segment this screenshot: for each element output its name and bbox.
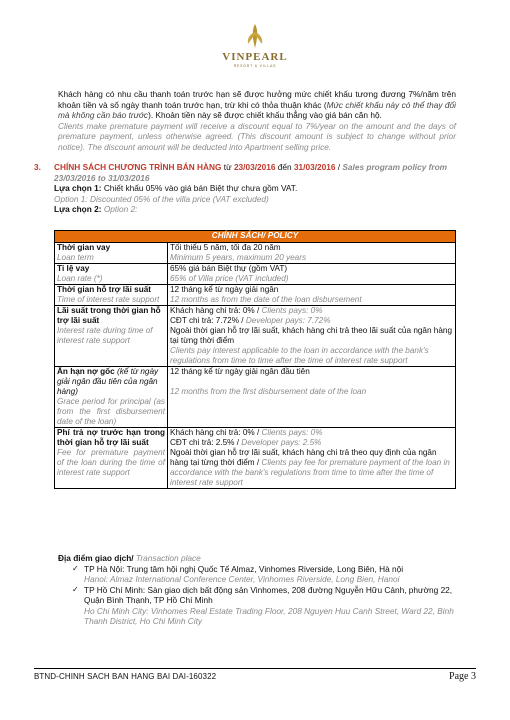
logo-tagline: RESORT & VILLAS bbox=[233, 64, 277, 68]
page-number: Page 3 bbox=[449, 671, 476, 682]
table-header-row bbox=[55, 231, 456, 243]
list-item: ✓ TP Hồ Chí Minh: Sàn giao dịch bất động sản Vinhomes, 208 đường Nguyễn Hữu Cảnh, phường 22, Quận Bình Thạnh, TP Hồ Chí Minh Ho Chi Minh City: Vinhomes Real Estate Trading Floor, 208 Nguyen Huu Canh Street, Ward 22, Binh Thanh District, Ho Chi Minh City bbox=[72, 584, 454, 626]
row-label: Thời gian vay Loan term bbox=[55, 243, 168, 264]
row-value: Khách hàng chi trả: 0% / Clients pays: 0% CĐT chi trả: 7.72% / Developer pays: 7.72% Ngoài thời gian hỗ trợ lãi suất, khách hàng chi trả theo lãi suất của ngân hàng tại từng thời điểm Clients pay interest applicable to the loan in accordance with the bank's regulations from time to time after the time of interest rate support bbox=[168, 306, 456, 367]
option-1-en: Option 1: Discounted 05% of the villa price (VAT excluded) bbox=[54, 193, 269, 204]
place-list bbox=[58, 564, 458, 627]
checkmark-icon: ✓ bbox=[72, 584, 79, 594]
table-row bbox=[55, 243, 456, 264]
vinpearl-logo bbox=[0, 22, 510, 68]
row-label: Lãi suất trong thời gian hỗ trợ lãi suất Interest rate during time of interest rate support bbox=[55, 306, 168, 367]
section-3 bbox=[34, 162, 458, 215]
place-title: Địa điểm giao dịch/ Transaction place bbox=[58, 553, 201, 563]
row-value: Khách hàng chi trả: 0% / Clients pays: 0% CĐT chi trả: 2.5% / Developer pays: 2.5% Ngoài thời gian hỗ trợ lãi suất, khách hàng chi trả theo quy định của ngân hàng tại từng thời điểm / Clients pay fee for premature payment of the loan in accordance with the bank's regulations from time to time after the time of interest rate support bbox=[168, 428, 456, 489]
table-row bbox=[55, 367, 456, 428]
discount-en: Clients make premature payment will receive a discount equal to 7%/year on the amount and the days of premature payment, unless otherwise agreed. (This discount amount is subject to change without prior notice). The discount amount will be deducted into Apartment selling price. bbox=[58, 120, 456, 152]
discount-paragraph bbox=[58, 89, 456, 152]
row-label: Ân hạn nợ gốc (kể từ ngày giải ngân đầu tiên của ngân hàng) Grace period for principal (as from the first disbursement date of the loan) bbox=[55, 367, 168, 428]
row-value: 65% giá bán Biệt thự (gồm VAT) 65% of Villa price (VAT included) bbox=[168, 264, 456, 285]
row-value: Tối thiểu 5 năm, tối đa 20 năm Minimum 5 years, maximum 20 years bbox=[168, 243, 456, 264]
row-value: 12 tháng kể từ ngày giải ngân 12 months as from the date of the loan disbursement bbox=[168, 285, 456, 306]
transaction-place bbox=[58, 553, 458, 627]
table-row bbox=[55, 428, 456, 489]
discount-vi-note: Mức chiết khấu này có thể thay đổi mà không cần báo trước bbox=[58, 99, 456, 120]
option-1: Lựa chọn 1: Chiết khấu 05% vào giá bán Biệt thự chưa gồm VAT. bbox=[54, 183, 298, 193]
table-row bbox=[55, 285, 456, 306]
checkmark-icon: ✓ bbox=[72, 563, 79, 573]
logo-brand: VINPEARL bbox=[222, 51, 288, 63]
policy-table bbox=[54, 230, 456, 489]
footer-doc-code: BTND-CHINH SACH BAN HANG BAI DAI-160322 bbox=[34, 672, 217, 681]
table-row bbox=[55, 306, 456, 367]
table-row bbox=[55, 264, 456, 285]
row-label: Phí trả nợ trước hạn trong thời gian hỗ trợ lãi suất Fee for premature payment of the loan during the time of interest rate support bbox=[55, 428, 168, 489]
section-number: 3. bbox=[34, 162, 41, 172]
policy-header: CHÍNH SÁCH/ POLICY bbox=[55, 231, 456, 243]
section-title-en: Sales program policy from 23/03/2016 to 31/03/2016 bbox=[54, 162, 448, 183]
list-item: ✓ TP Hà Nội: Trung tâm hội nghị Quốc Tế Almaz, Vinhomes Riverside, Long Biên, Hà nội Hanoi: Almaz International Conference Center, Vinhomes Riverside, Long Bien, Hanoi bbox=[72, 563, 404, 584]
page-footer bbox=[34, 668, 476, 682]
option-2: Lựa chọn 2: Option 2: bbox=[54, 204, 138, 214]
vinpearl-emblem-icon bbox=[243, 22, 267, 50]
row-label: Thời gian hỗ trợ lãi suất Time of interest rate support bbox=[55, 285, 168, 306]
section-title: CHÍNH SÁCH CHƯƠNG TRÌNH BÁN HÀNG từ 23/03/2016 đến 31/03/2016 / Sales program policy from 23/03/2016 to 31/03/2016 bbox=[54, 162, 448, 183]
row-label: Tỉ lệ vay Loan rate (*) bbox=[55, 264, 168, 285]
row-value: 12 tháng kể từ ngày giải ngân đầu tiên 12 months from the first disbursement date of the loan bbox=[168, 367, 456, 428]
discount-vi: Khách hàng có nhu cầu thanh toán trước hạn sẽ được hưởng mức chiết khấu tương đương 7%/năm trên khoản tiền và số ngày thanh toán trước hạn, trừ khi có thỏa thuận khác (Mức chiết khấu này có thể thay đổi mà không cần báo trước). Khoản tiền này sẽ được chiết khấu thẳng vào giá bán căn hộ. bbox=[58, 89, 456, 120]
